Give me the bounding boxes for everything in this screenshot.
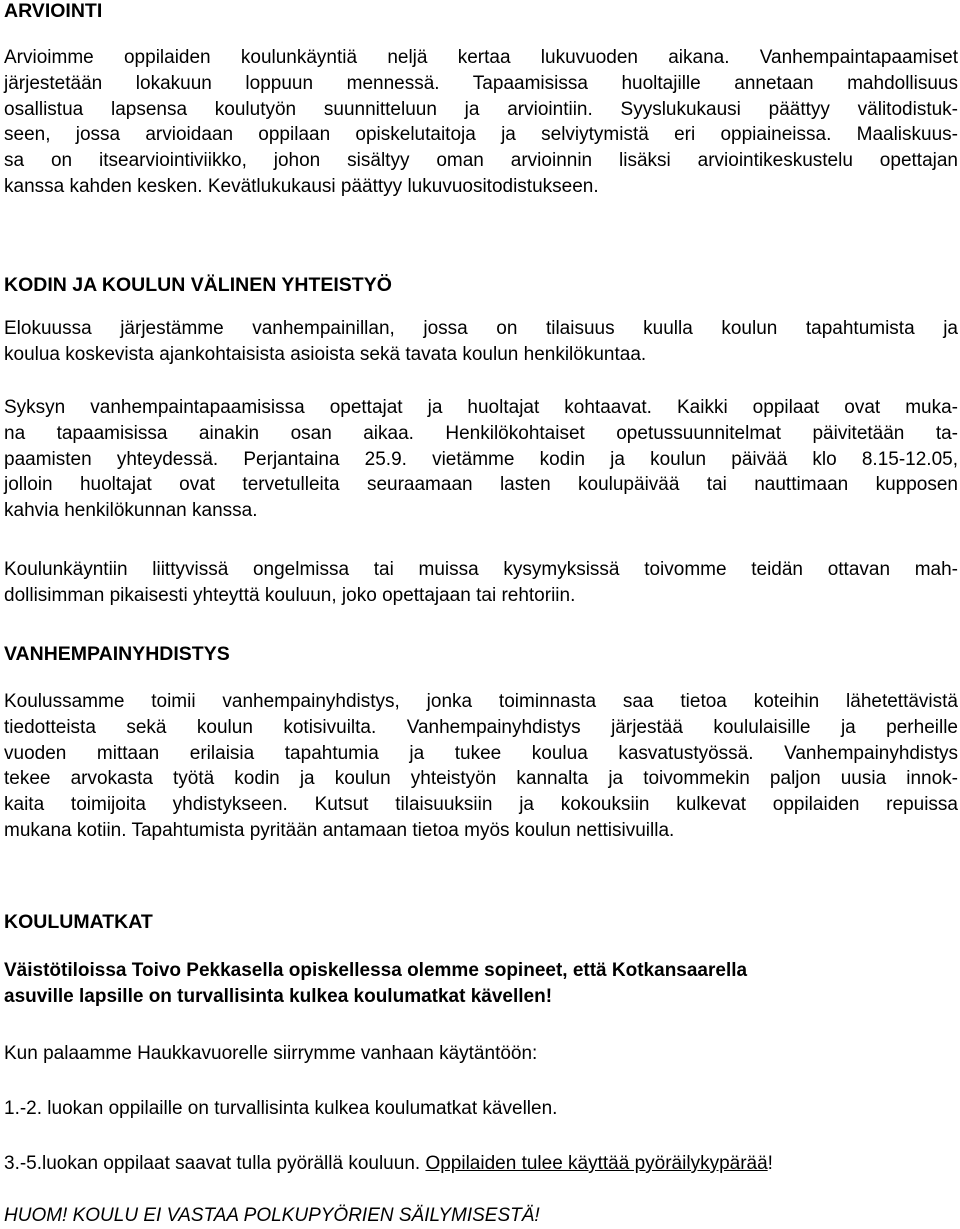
text-line: seen, jossa arvioidaan oppilaan opiskelutaitoja ja selviytymistä eri oppiaineissa. Maaliskuus- — [4, 124, 958, 146]
text-line: Koulunkäyntiin liittyvissä ongelmissa tai muissa kysymyksissä toivomme teidän ottavan mah- — [4, 559, 958, 580]
text-line: kaita toimijoita yhdistykseen. Kutsut tilaisuuksiin ja kokouksiin kulkevat oppilaiden repuissa — [4, 794, 958, 816]
helmet-requirement-text: Oppilaiden tulee käyttää pyöräilykypärää — [425, 1153, 768, 1174]
text-line: tiedotteista sekä koulun kotisivuilta. Vanhempainyhdistys järjestää koululaisille ja perheille — [4, 716, 958, 738]
text-line: dollisimman pikaisesti yhteyttä kouluun, joko opettajaan tai rehtoriin. — [4, 584, 576, 606]
heading-vanhempainyhdistys: VANHEMPAINYHDISTYS — [4, 643, 230, 665]
heading-arviointi: ARVIOINTI — [4, 0, 103, 22]
paragraph-yhteistyo-3 — [4, 557, 958, 609]
text-line — [4, 1151, 958, 1177]
grades-3-5-end: ! — [767, 1153, 773, 1174]
text-line: kanssa kahden kesken. Kevätlukukausi päättyy lukuvuositodistukseen. — [4, 175, 599, 197]
text-line: mukana kotiin. Tapahtumista pyritään antamaan tietoa myös koulun nettisivuilla. — [4, 819, 675, 841]
text-line: Koulussamme toimii vanhempainyhdistys, jonka toiminnasta saa tietoa koteihin lähetettävistä — [4, 691, 958, 712]
warning-text: HUOM! KOULU EI VASTAA POLKUPYÖRIEN SÄILYMISESTÄ! — [4, 1205, 540, 1226]
grades-3-5-text: 3.-5.luokan oppilaat saavat tulla pyörällä kouluun. — [4, 1153, 426, 1174]
text-line: paamisten yhteydessä. Perjantaina 25.9. vietämme kodin ja koulun päivää klo 8.15-12.05, — [4, 448, 958, 470]
text-line: na tapaamisissa ainakin osan aikaa. Henkilökohtaiset opetussuunnitelmat päivitetään ta- — [4, 422, 958, 444]
text-line: 1.-2. luokan oppilaille on turvallisinta kulkea koulumatkat kävellen. — [4, 1098, 558, 1119]
text-line: koulua koskevista ajankohtaisista asioista sekä tavata koulun henkilökuntaa. — [4, 343, 647, 365]
text-line: jolloin huoltajat ovat tervetulleita seuraamaan lasten koulupäivää tai nauttimaan kupposen — [4, 474, 958, 496]
text-line: Elokuussa järjestämme vanhempainillan, jossa on tilaisuus kuulla koulun tapahtumista ja — [4, 318, 958, 339]
paragraph-grades-3-5 — [4, 1151, 958, 1177]
heading-koulumatkat: KOULUMATKAT — [4, 911, 153, 933]
heading-yhteistyo: KODIN JA KOULUN VÄLINEN YHTEISTYÖ — [4, 274, 392, 296]
text-line: järjestetään lokakuun loppuun mennessä. Tapaamisissa huoltajille annetaan mahdollisuus — [4, 72, 958, 94]
paragraph-grades-1-2 — [4, 1096, 958, 1122]
text-line: Väistötiloissa Toivo Pekkasella opiskellessa olemme sopineet, että Kotkansaarella — [4, 960, 748, 981]
text-line: osallistua lapsensa koulutyön suunnitteluun ja arviointiin. Syyslukukausi päättyy välitodistuk- — [4, 98, 958, 120]
text-line: Kun palaamme Haukkavuorelle siirrymme vanhaan käytäntöön: — [4, 1043, 538, 1064]
paragraph-yhteistyo-1 — [4, 316, 958, 368]
paragraph-arviointi — [4, 45, 958, 200]
text-line: Arvioimme oppilaiden koulunkäyntiä neljä kertaa lukuvuoden aikana. Vanhempaintapaamiset — [4, 47, 958, 68]
paragraph-return-note — [4, 1041, 958, 1067]
text-line: asuville lapsille on turvallisinta kulkea koulumatkat kävellen! — [4, 985, 553, 1007]
text-line: Syksyn vanhempaintapaamisissa opettajat ja huoltajat kohtaavat. Kaikki oppilaat ovat muka- — [4, 397, 958, 418]
text-line: kahvia henkilökunnan kanssa. — [4, 500, 258, 522]
paragraph-koulumatkat-bold — [4, 958, 958, 1010]
paragraph-vanhempainyhdistys — [4, 689, 958, 844]
text-line: tekee arvokasta työtä kodin ja koulun yhteistyön kannalta ja toivommekin paljon uusia innok- — [4, 768, 958, 790]
paragraph-warning — [4, 1203, 958, 1229]
text-line: vuoden mittaan erilaisia tapahtumia ja tukee koulua kasvatustyössä. Vanhempainyhdistys — [4, 742, 958, 764]
text-line: sa on itsearviointiviikko, johon sisältyy oman arvioinnin lisäksi arviointikeskustelu opettajan — [4, 150, 958, 172]
paragraph-yhteistyo-2 — [4, 395, 958, 524]
